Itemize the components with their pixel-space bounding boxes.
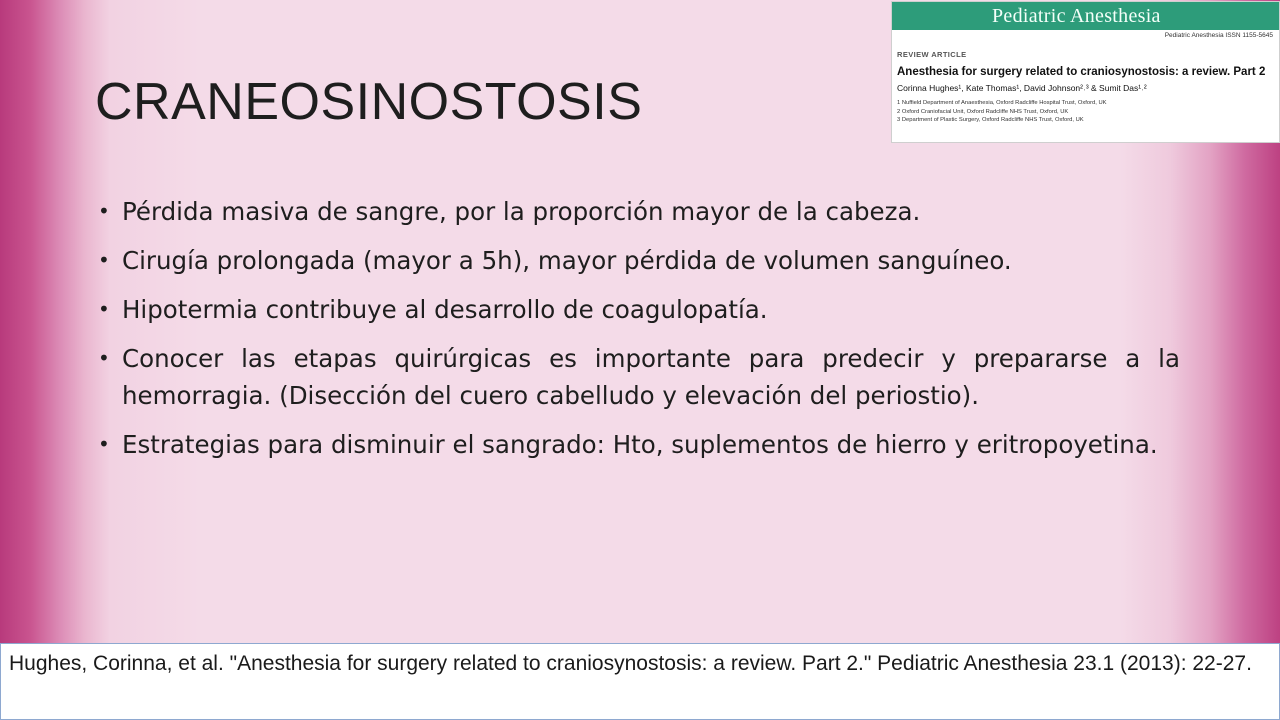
affiliation-line: 3 Department of Plastic Surgery, Oxford Radcliffe NHS Trust, Oxford, UK: [897, 117, 1084, 123]
bullet-marker: •: [98, 297, 110, 321]
affiliation-line: 1 Nuffield Department of Anaesthesia, Oxford Radcliffe Hospital Trust, Oxford, UK: [897, 100, 1107, 106]
bullet-marker: •: [98, 346, 110, 370]
article-thumbnail: [891, 1, 1280, 143]
affiliation-line: 2 Oxford Craniofacial Unit, Oxford Radcliffe NHS Trust, Oxford, UK: [897, 108, 1069, 115]
bullet-item: [96, 426, 1180, 463]
bullet-list: [96, 193, 1180, 475]
article-title: Anesthesia for surgery related to craniosynostosis: a review. Part 2: [897, 66, 1266, 78]
bullet-marker: •: [98, 199, 110, 223]
bullet-item: [96, 340, 1180, 414]
journal-issn: Pediatric Anesthesia ISSN 1155-5645: [1164, 32, 1273, 39]
article-authors: Corinna Hughes¹, Kate Thomas¹, David Johnson²˒³ & Sumit Das¹˒²: [897, 83, 1147, 93]
bullet-text: Conocer las etapas quirúrgicas es importante para predecir y prepararse a la hemorragia. (Disección del cuero cabelludo y elevación del periostio).: [122, 344, 1180, 410]
article-affiliations: [897, 99, 1279, 125]
bullet-item: [96, 242, 1180, 279]
bullet-text: Estrategias para disminuir el sangrado: Hto, suplementos de hierro y eritropoyetina.: [122, 430, 1158, 459]
citation-box: Hughes, Corinna, et al. "Anesthesia for surgery related to craniosynostosis: a review. Part 2." Pediatric Anesthesia 23.1 (2013): 22-27.: [0, 643, 1280, 720]
bullet-marker: •: [98, 432, 110, 456]
bullet-marker: •: [98, 248, 110, 272]
bullet-item: [96, 193, 1180, 230]
bullet-text: Cirugía prolongada (mayor a 5h), mayor pérdida de volumen sanguíneo.: [122, 246, 1012, 275]
bullet-item: [96, 291, 1180, 328]
bullet-text: Hipotermia contribuye al desarrollo de coagulopatía.: [122, 295, 768, 324]
bullet-text: Pérdida masiva de sangre, por la proporción mayor de la cabeza.: [122, 197, 921, 226]
article-type: REVIEW ARTICLE: [897, 50, 967, 59]
slide-title: CRANEOSINOSTOSIS: [95, 73, 643, 131]
journal-banner: Pediatric Anesthesia: [892, 2, 1279, 30]
